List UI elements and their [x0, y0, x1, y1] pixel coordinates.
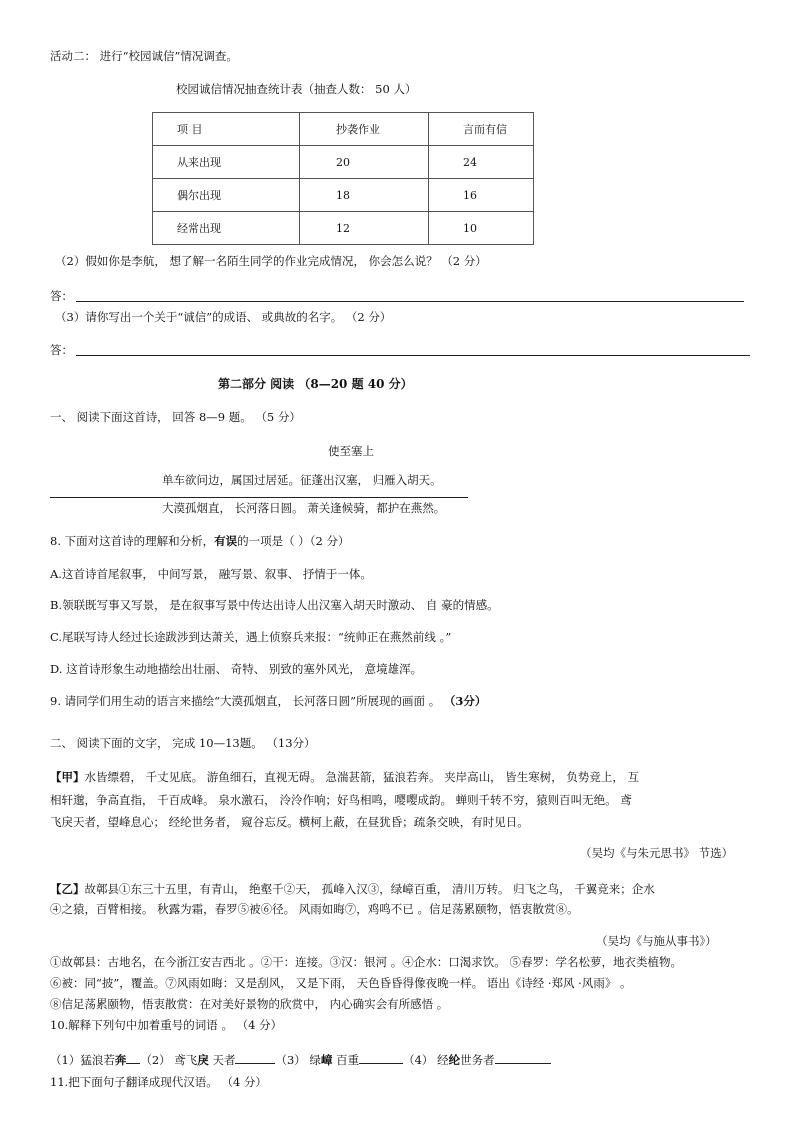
- poem-title: 使至塞上: [328, 444, 374, 458]
- passage-yi-label: 【乙】: [50, 882, 85, 896]
- answer-label: 答：: [50, 343, 73, 357]
- table-caption: 校园诚信情况抽查统计表（抽查人数： 50 人）: [176, 82, 417, 96]
- q10-item-4-tail: 世务者: [460, 1053, 495, 1067]
- q10-item-2-word: 戾: [197, 1053, 209, 1067]
- answer-line[interactable]: [76, 355, 750, 356]
- passage-jia-label: 【甲】: [50, 770, 85, 784]
- q8-stem: 8. 下面对这首诗的理解和分析，: [50, 534, 215, 548]
- table-cell: 12: [300, 212, 429, 245]
- q9-text: 9. 请同学们用生动的语言来描绘“大漠孤烟直， 长河落日圆”所展现的画面 。: [50, 694, 441, 708]
- q8-emphasis: 有误: [214, 534, 238, 548]
- answer-label: 答：: [50, 289, 73, 303]
- q10-items: [50, 1053, 551, 1067]
- poem-line-2: 大漠孤烟直， 长河落日圆。 萧关逢候骑，都护在燕然。: [162, 501, 446, 515]
- table-header-cell: 抄袭作业: [300, 113, 429, 146]
- section2-intro: 二、 阅读下面的文字， 完成 10—13题。 （13分）: [50, 736, 316, 750]
- q10-item-4: （4） 经: [403, 1053, 449, 1067]
- q10-item-3-tail: 百重: [332, 1053, 360, 1067]
- q10-item-2-tail: 天者: [208, 1053, 236, 1067]
- table-cell: 经常出现: [153, 212, 300, 245]
- q10-item-1-word: 奔: [114, 1053, 127, 1067]
- question-8: [50, 536, 350, 548]
- passage-jia-line-1: [50, 772, 639, 784]
- activity2-heading: 活动二： 进行“校园诚信”情况调查。: [50, 49, 238, 63]
- table-row: [153, 179, 534, 212]
- answer-blank[interactable]: [126, 1053, 140, 1064]
- table-header-row: [153, 113, 534, 146]
- passage-yi-line-2: ④之猿，百臂相接。 秋露为霜，春罗⑤被⑥径。 风雨如晦⑦，鸡鸣不已 。信足荡累颐物，悟衷散赏⑧。: [50, 902, 579, 916]
- section1-intro: 一、 阅读下面这首诗， 回答 8—9 题。 （5 分）: [50, 410, 301, 424]
- notes-line-2: ⑥被：同“披”，覆盖。⑦风雨如晦：又是刮风， 又是下雨， 天色昏昏得像夜晚一样。 语出《诗经 ·郑风 ·风雨》 。: [50, 976, 632, 990]
- q8-option-c: C.尾联写诗人经过长途跋涉到达萧关，遇上侦察兵来报：“统帅正在燕然前线 。”: [50, 630, 452, 644]
- table-cell: 10: [429, 212, 534, 245]
- q8-stem-tail: 的一项是（ ）（2 分）: [237, 534, 350, 548]
- q8-option-a: A.这首诗首尾叙事， 中间写景， 融写景、叙事、 抒情于一体。: [50, 567, 372, 581]
- q10-item-4-word: 纶: [448, 1053, 461, 1067]
- passage-text: 水皆缥碧， 千丈见底。 游鱼细石，直视无碍。 急湍甚箭，猛浪若奔。 夹岸高山， 皆生寒树， 负势竞上， 互: [84, 770, 640, 784]
- table-cell: 从来出现: [153, 146, 300, 179]
- table-row: [153, 212, 534, 245]
- answer-blank[interactable]: [495, 1053, 551, 1064]
- table-cell: 24: [429, 146, 534, 179]
- survey-table: [152, 112, 534, 245]
- table-cell: 20: [300, 146, 429, 179]
- table-cell: 16: [429, 179, 534, 212]
- q10-item-1: （1）猛浪若: [50, 1053, 115, 1067]
- q10-item-3-word: 嶂: [320, 1053, 333, 1067]
- q10-item-3: （3） 绿: [275, 1053, 321, 1067]
- table-cell: 18: [300, 179, 429, 212]
- table-header-cell: 言而有信: [429, 113, 534, 146]
- question-9: [50, 696, 486, 708]
- answer-line[interactable]: [76, 301, 744, 302]
- notes-line-1: ①故鄣县：古地名，在今浙江安吉西北 。②干：连接。③汉：银河 。④企水：口渴求饮。 ⑤春罗：学名松萝，地衣类植物。: [50, 955, 682, 969]
- question-10: 10.解释下列句中加着重号的词语 。 （4 分）: [50, 1018, 283, 1032]
- passage-jia-source: （吴均《与朱元思书》 节选）: [580, 846, 734, 860]
- q8-option-d: D. 这首诗形象生动地描绘出壮丽、 奇特、 别致的塞外风光， 意境雄浑。: [50, 662, 423, 676]
- q10-item-2: （2） 鸢飞: [140, 1053, 198, 1067]
- passage-jia-line-3: 飞戾天者，望峰息心； 经纶世务者， 窥谷忘反。横柯上蔽，在昼犹昏；疏条交映，有时见日。: [50, 815, 529, 829]
- question-3: （3）请你写出一个关于“诚信”的成语、 或典故的名字。 （2 分）: [55, 310, 392, 324]
- notes-line-3: ⑧信足荡累颐物，悟衷散赏：在对美好景物的欣赏中， 内心确实会有所感悟 。: [50, 997, 449, 1011]
- divider-line: [50, 497, 468, 498]
- q8-option-b: B.领联既写事又写景， 是在叙事写景中传达出诗人出汉塞入胡天时激动、 自 豪的情感。: [50, 598, 499, 612]
- answer-blank[interactable]: [359, 1053, 403, 1064]
- question-11: 11.把下面句子翻译成现代汉语。 （4 分）: [50, 1075, 267, 1089]
- poem-line-1: 单车欲问边，属国过居延。征蓬出汉塞， 归雁入胡天。: [162, 473, 442, 487]
- passage-jia-line-2: 相轩邈，争高直指， 千百成峰。 泉水激石， 泠泠作响；好鸟相鸣，嘤嘤成韵。 蝉则千转不穷，猿则百叫无绝。 鸢: [50, 793, 632, 807]
- part2-heading: 第二部分 阅读 （8—20 题 40 分）: [218, 377, 413, 391]
- passage-yi-source: （吴均《与施从事书》）: [596, 934, 717, 948]
- passage-yi-line-1: [50, 884, 655, 896]
- table-header-cell: 项 目: [153, 113, 300, 146]
- table-cell: 偶尔出现: [153, 179, 300, 212]
- passage-text: 故鄣县①东三十五里，有青山， 绝壑千②天， 孤峰入汉③，绿嶂百重， 清川万转。 归飞之鸟， 千翼竞来；企水: [84, 882, 655, 896]
- q9-score: （3分）: [443, 694, 487, 708]
- table-row: [153, 146, 534, 179]
- question-2: （2）假如你是李航， 想了解一名陌生同学的作业完成情况， 你会怎么说？ （2 分）: [55, 254, 487, 268]
- answer-blank[interactable]: [235, 1053, 275, 1064]
